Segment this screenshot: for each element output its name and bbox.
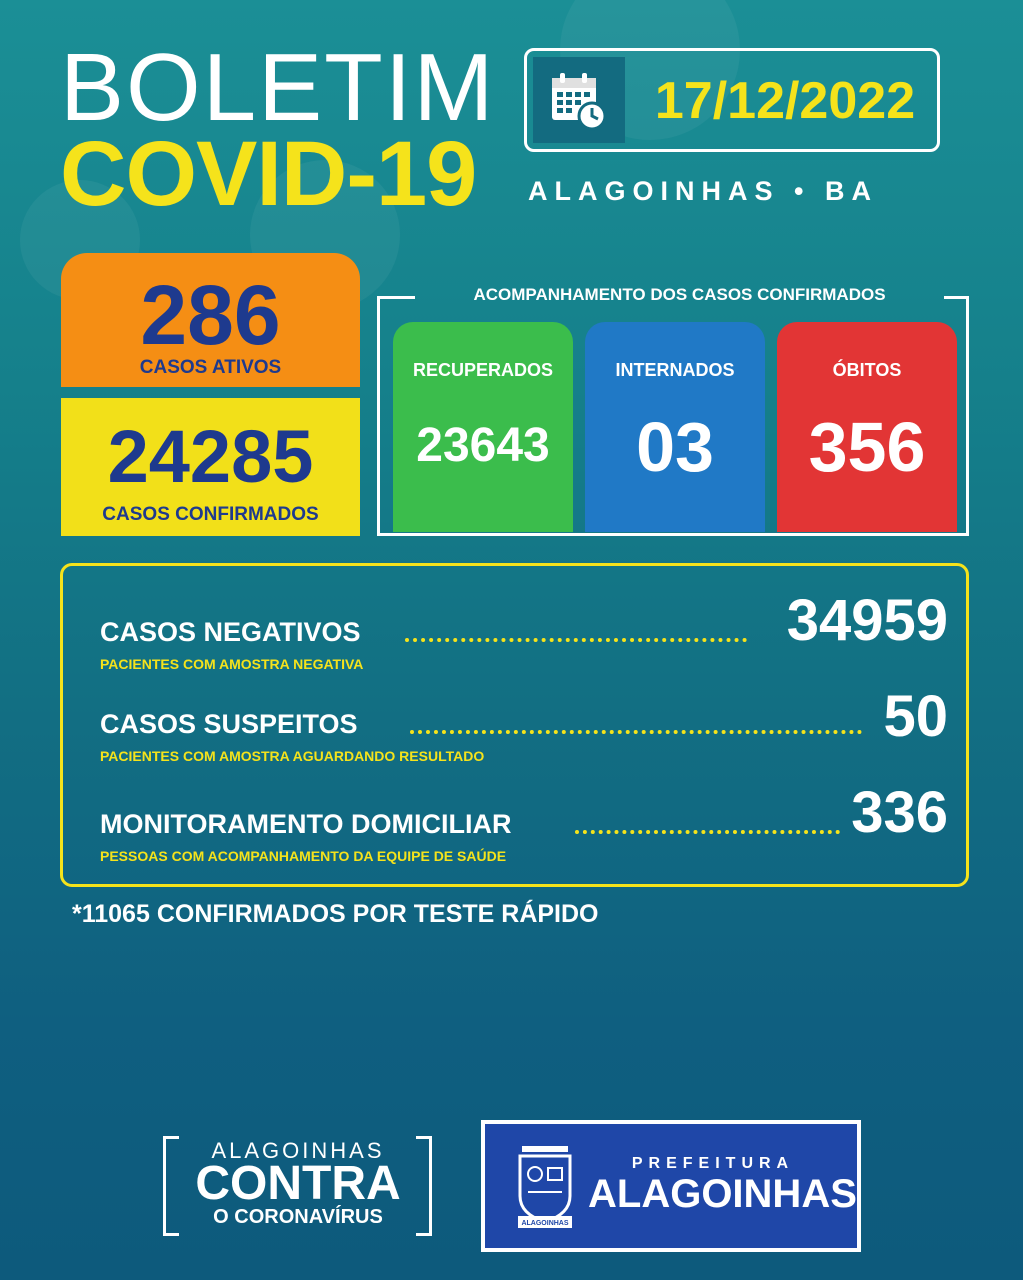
recovered-value: 23643 — [416, 419, 550, 472]
calendar-clock-icon — [548, 70, 610, 132]
stat-row-home-monitoring — [100, 780, 948, 864]
dotted-leader — [405, 638, 747, 642]
stat-label: MONITORAMENTO DOMICILIAR — [100, 809, 512, 839]
bulletin-date: 17/12/2022 — [654, 72, 916, 130]
active-cases-label: CASOS ATIVOS — [139, 357, 282, 378]
hospitalized-value: 03 — [636, 408, 714, 486]
stat-sub: PACIENTES COM AMOSTRA NEGATIVA — [100, 656, 364, 672]
campaign-bracket-left — [163, 1136, 179, 1236]
rapid-test-footnote: *11065 CONFIRMADOS POR TESTE RÁPIDO — [72, 900, 599, 928]
active-cases-box — [61, 253, 360, 387]
deaths-card — [777, 322, 957, 532]
confirmed-cases-label: CASOS CONFIRMADOS — [102, 504, 319, 525]
active-cases-value: 286 — [140, 268, 281, 362]
follow-up-frame-top-right — [944, 296, 969, 299]
deaths-label: ÓBITOS — [832, 360, 902, 380]
prefeitura-line2: ALAGOINHAS — [588, 1172, 857, 1216]
campaign-line2: CONTRA — [195, 1157, 401, 1210]
title-line2: COVID-19 — [60, 123, 477, 225]
stat-value: 50 — [883, 684, 948, 749]
recovered-card — [393, 322, 573, 532]
deaths-value: 356 — [808, 408, 926, 486]
dotted-leader — [575, 830, 840, 834]
recovered-label: RECUPERADOS — [412, 360, 554, 380]
crest-ribbon-text: ALAGOINHAS — [521, 1220, 569, 1227]
city-label: ALAGOINHAS • BA — [528, 176, 878, 206]
hospitalized-label: INTERNADOS — [615, 360, 735, 380]
campaign-line3: O CORONAVÍRUS — [213, 1206, 383, 1228]
stat-sub: PACIENTES COM AMOSTRA AGUARDANDO RESULTADO — [100, 748, 485, 764]
campaign-line1: ALAGOINHAS — [211, 1138, 385, 1163]
stat-label: CASOS NEGATIVOS — [100, 617, 361, 647]
dotted-leader — [410, 730, 862, 734]
city-crest-icon — [510, 1140, 580, 1232]
stat-label: CASOS SUSPEITOS — [100, 709, 358, 739]
stat-row-suspect — [100, 684, 948, 768]
stat-row-negative — [100, 588, 948, 672]
stat-value: 34959 — [786, 588, 948, 653]
stat-sub: PESSOAS COM ACOMPANHAMENTO DA EQUIPE DE SAÚDE — [100, 848, 507, 864]
hospitalized-card — [585, 322, 765, 532]
prefeitura-line1: PREFEITURA — [631, 1155, 795, 1172]
confirmed-cases-box — [61, 398, 360, 536]
confirmed-cases-value: 24285 — [107, 415, 314, 498]
follow-up-frame-top-left — [377, 296, 415, 299]
title-line1: BOLETIM — [60, 34, 496, 141]
follow-up-title: ACOMPANHAMENTO DOS CASOS CONFIRMADOS — [473, 285, 886, 304]
campaign-bracket-right — [416, 1136, 432, 1236]
stat-value: 336 — [851, 780, 948, 845]
